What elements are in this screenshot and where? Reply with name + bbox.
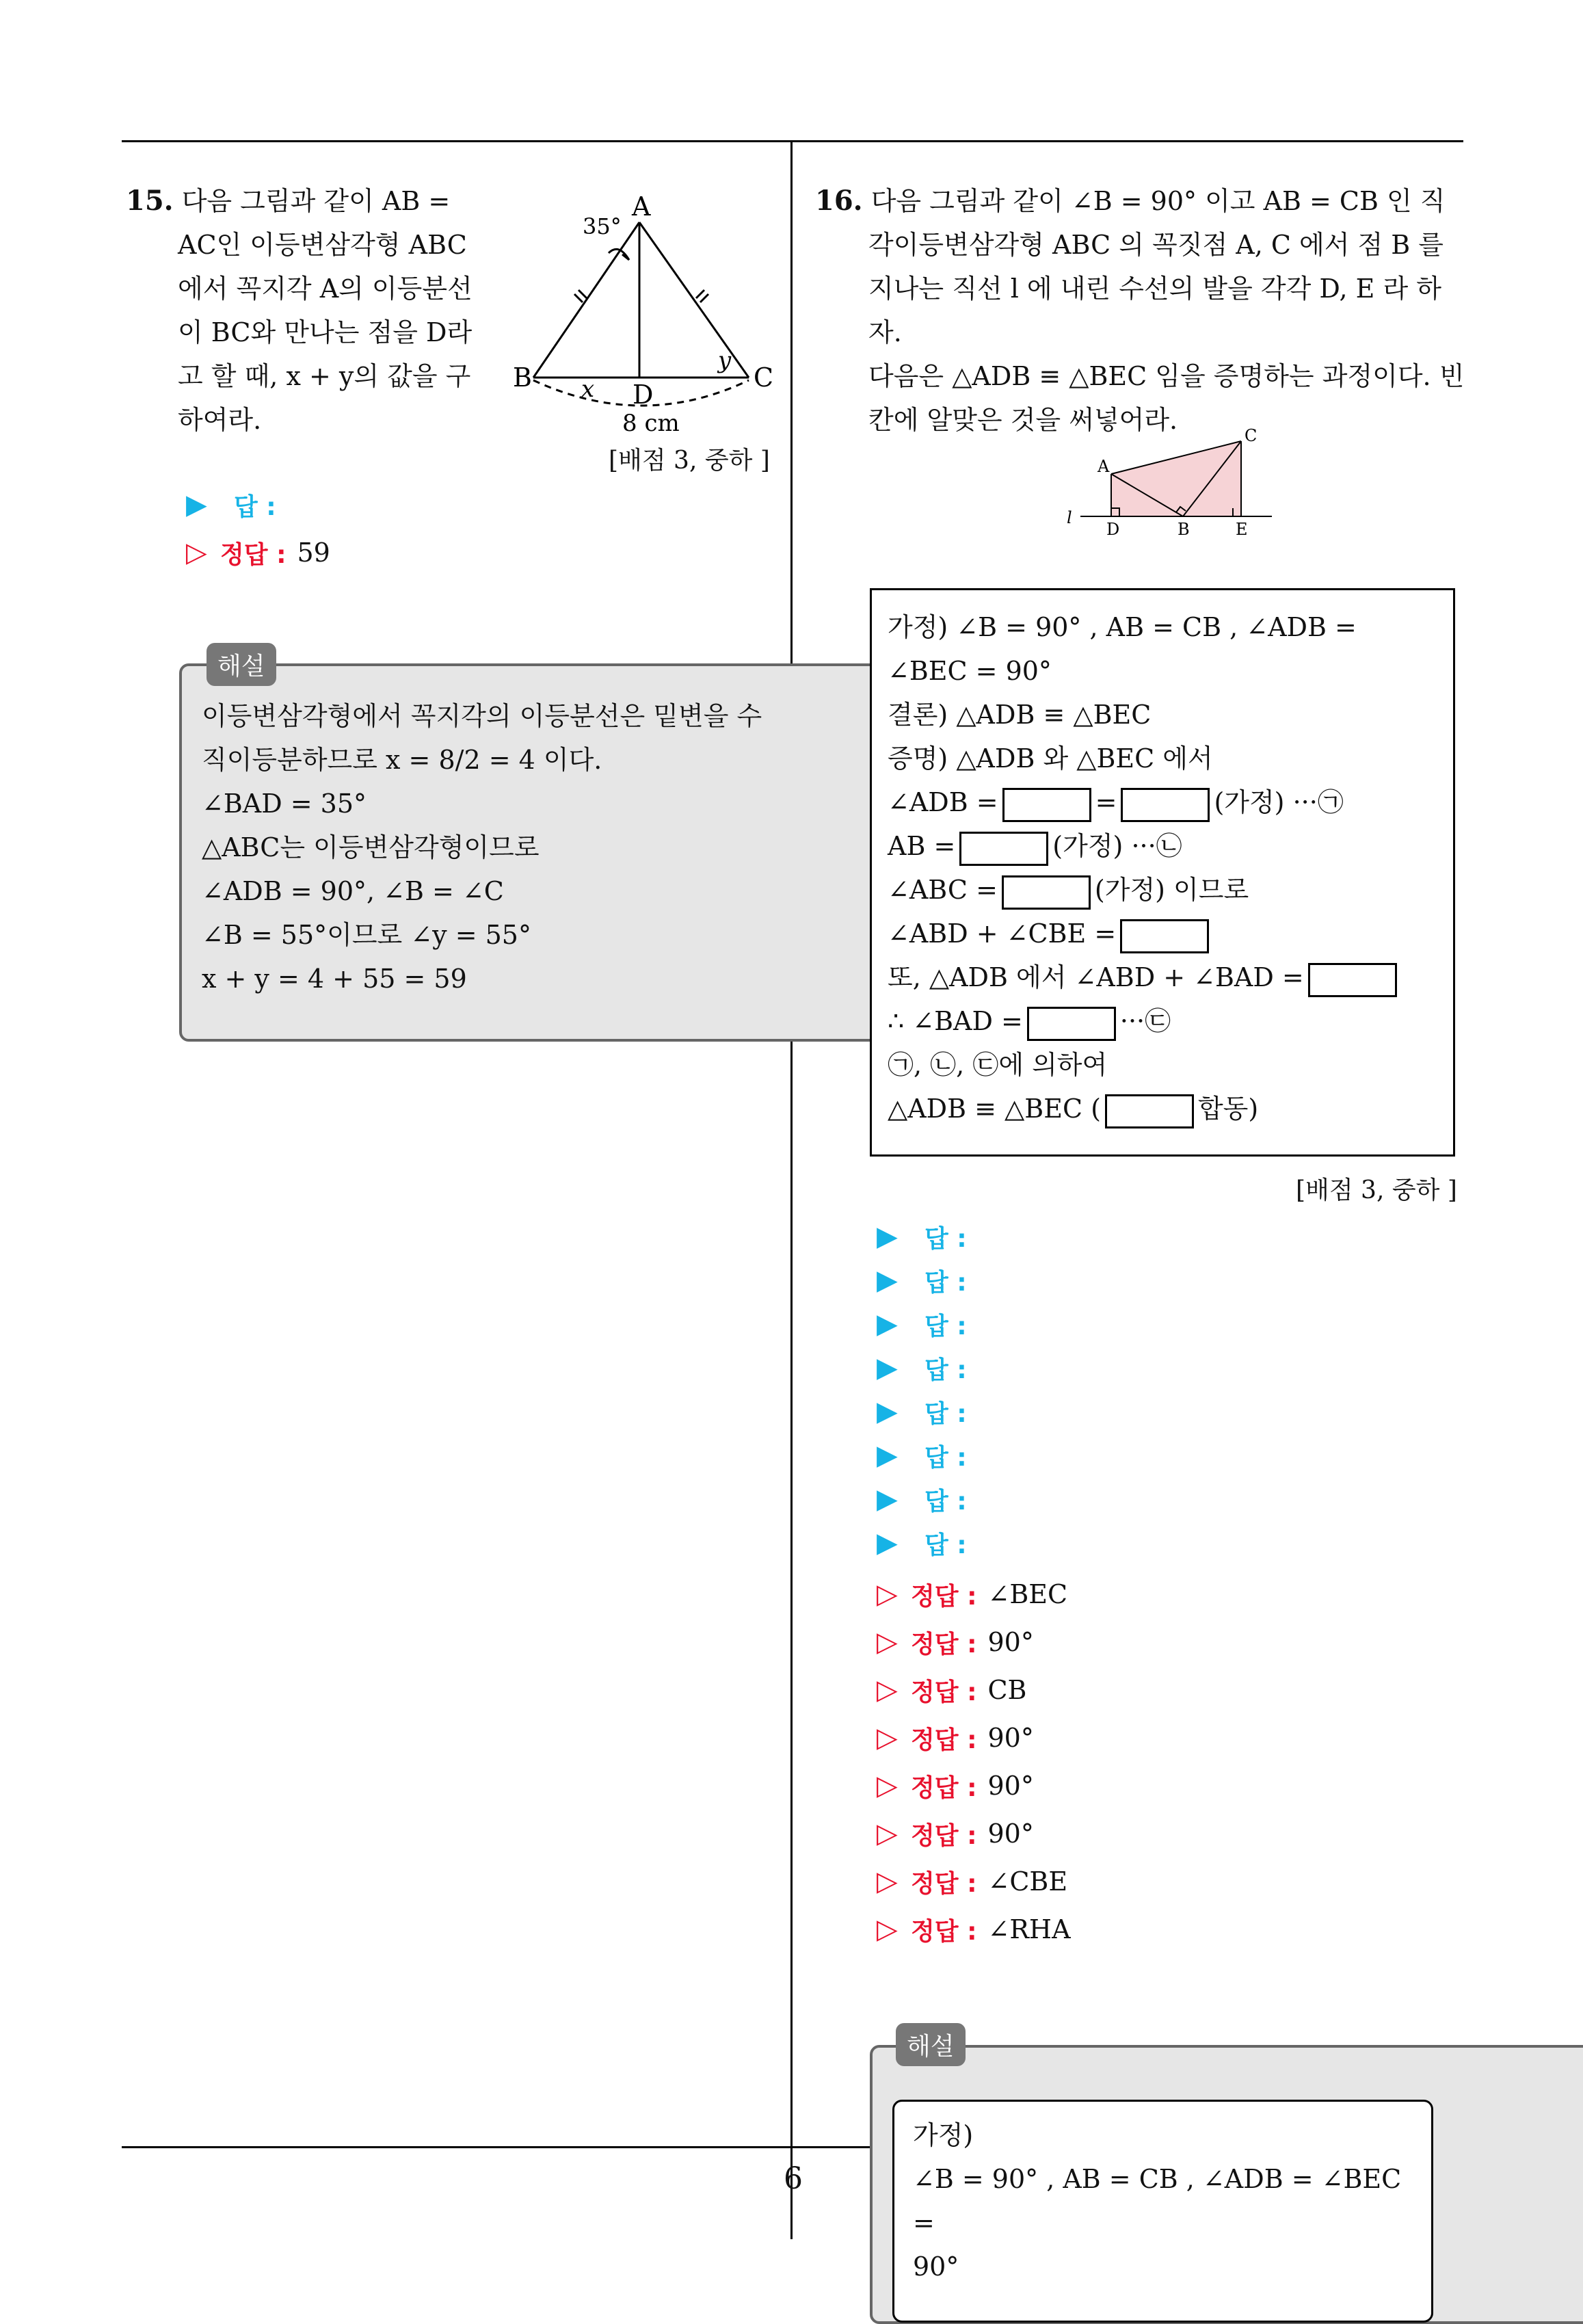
blank-1[interactable] — [1002, 788, 1091, 822]
proof-l10c: ···㉢ — [1119, 1006, 1171, 1036]
q16-solution-value: ∠CBE — [987, 1866, 1068, 1897]
q15-explanation-text — [202, 694, 892, 1001]
q15-explanation-tag: 해설 — [207, 643, 276, 686]
q16-line-1: 각이등변삼각형 ABC 의 꼭짓점 A, C 에서 점 B 를 — [868, 230, 1444, 260]
q16-answer-row — [877, 1258, 967, 1302]
q16-solution-label: 정답 : — [911, 1821, 977, 1850]
q16-answer-label: 답 : — [924, 1356, 967, 1384]
q16-number: 16. — [815, 185, 863, 217]
q16-explain-l3: 90° — [913, 2252, 959, 2282]
fig16-C: C — [1245, 426, 1258, 445]
fig15-C: C — [754, 362, 774, 393]
blank-6[interactable] — [1308, 963, 1397, 997]
proof-l3: 결론) △ADB ≡ △BEC — [888, 700, 1152, 730]
blank-5[interactable] — [1120, 919, 1209, 953]
fig15-angle: 35° — [583, 213, 622, 239]
q15-explain-2: ∠BAD = 35° — [202, 789, 367, 819]
answer-triangle-icon: ▶ — [877, 1265, 898, 1296]
q15-answer-row — [186, 483, 276, 527]
q16-solution-label: 정답 : — [911, 1917, 977, 1946]
answer-triangle-icon: ▶ — [877, 1483, 898, 1515]
q16-answer-row — [877, 1215, 967, 1258]
proof-l10a: ∴ ∠BAD = — [888, 1006, 1023, 1036]
q15-explain-5: ∠B = 55°이므로 ∠y = 55° — [202, 920, 531, 950]
q16-solution-label: 정답 : — [911, 1869, 977, 1898]
q16-answer-row — [877, 1390, 967, 1434]
proof-l6 — [888, 824, 1435, 868]
q16-figure — [1060, 421, 1286, 544]
proof-l7 — [888, 868, 1435, 912]
q16-answer-label: 답 : — [924, 1443, 967, 1472]
solution-triangle-icon: ▷ — [877, 1866, 898, 1897]
proof-l5b: = — [1095, 787, 1117, 817]
fig16-D: D — [1106, 520, 1120, 539]
q15-line-5: 하여라. — [178, 405, 262, 435]
q16-solution-row — [877, 1762, 1071, 1810]
q16-answer-label: 답 : — [924, 1531, 967, 1559]
q16-solution-row — [877, 1858, 1071, 1905]
q15-triangle-figure — [506, 185, 780, 445]
blank-8[interactable] — [1105, 1094, 1194, 1128]
q16-answer-row — [877, 1302, 967, 1346]
solution-triangle-icon: ▷ — [186, 537, 207, 568]
answer-triangle-icon: ▶ — [877, 1221, 898, 1252]
blank-7[interactable] — [1027, 1007, 1116, 1041]
proof-l7a: ∠ABC = — [888, 875, 998, 905]
proof-l11: ㉠, ㉡, ㉢에 의하여 — [888, 1050, 1108, 1080]
q15-line-2: 에서 꼭지각 A의 이등분선 — [178, 274, 473, 304]
column-divider — [790, 140, 793, 2239]
q15-solution-value: 59 — [297, 538, 330, 568]
q16-solution-label: 정답 : — [911, 1582, 977, 1611]
fig15-length: 8 cm — [622, 410, 680, 437]
q16-line-4: 칸에 알맞은 것을 써넣어라. — [868, 405, 1178, 435]
q16-solution-row — [877, 1905, 1071, 1953]
q15-text — [126, 179, 488, 442]
solution-triangle-icon: ▷ — [877, 1674, 898, 1706]
proof-l2: ∠BEC = 90° — [888, 656, 1052, 686]
proof-l12c: 합동) — [1197, 1094, 1259, 1124]
q16-answer-label: 답 : — [924, 1224, 967, 1253]
q15-solution-row — [186, 531, 330, 575]
q16-solution-row — [877, 1810, 1071, 1858]
q15-explain-0: 이등변삼각형에서 꼭지각의 이등분선은 밑변을 수 — [202, 701, 762, 731]
q15-explain-4: ∠ADB = 90°, ∠B = ∠C — [202, 876, 504, 906]
q15-explain-3: △ABC는 이등변삼각형이므로 — [202, 832, 540, 862]
q16-explanation-text — [913, 2113, 1426, 2288]
fig16-E: E — [1236, 520, 1248, 539]
q16-answer-row — [877, 1477, 967, 1521]
top-rule — [122, 140, 1463, 142]
fig15-D: D — [633, 380, 654, 410]
proof-l10 — [888, 999, 1435, 1043]
proof-l12a: △ADB ≡ △BEC ( — [888, 1094, 1101, 1124]
q15-line-1: AC인 이등변삼각형 ABC — [178, 230, 467, 260]
proof-l12 — [888, 1087, 1435, 1131]
page-number: 6 — [784, 2161, 803, 2196]
q16-explain-l1: 가정) — [913, 2120, 974, 2150]
answer-triangle-icon: ▶ — [877, 1308, 898, 1340]
fig15-y: y — [718, 347, 732, 374]
solution-triangle-icon: ▷ — [877, 1914, 898, 1945]
proof-l1: 가정) ∠B = 90° , AB = CB , ∠ADB = — [888, 612, 1357, 642]
answer-triangle-icon: ▶ — [877, 1352, 898, 1384]
solution-triangle-icon: ▷ — [877, 1626, 898, 1658]
q16-answer-list — [877, 1215, 967, 1565]
proof-l5 — [888, 780, 1435, 824]
q16-solution-row — [877, 1666, 1071, 1714]
proof-l7c: (가정) 이므로 — [1094, 875, 1249, 905]
answer-triangle-icon: ▶ — [877, 1396, 898, 1427]
q15-number: 15. — [126, 185, 174, 217]
q16-solution-label: 정답 : — [911, 1773, 977, 1802]
q16-answer-label: 답 : — [924, 1399, 967, 1428]
q16-answer-label: 답 : — [924, 1268, 967, 1297]
q16-solution-value: 90° — [987, 1723, 1034, 1753]
q16-answer-row — [877, 1521, 967, 1565]
q16-solution-label: 정답 : — [911, 1678, 977, 1706]
proof-l6c: (가정) ···㉡ — [1052, 831, 1182, 861]
q16-answer-row — [877, 1346, 967, 1390]
solution-triangle-icon: ▷ — [877, 1818, 898, 1849]
q15-explain-6: x + y = 4 + 55 = 59 — [202, 964, 467, 994]
q16-solution-row — [877, 1618, 1071, 1666]
blank-2[interactable] — [1121, 788, 1210, 822]
q16-solution-value: 90° — [987, 1819, 1034, 1849]
q16-solution-label: 정답 : — [911, 1726, 977, 1754]
fig15-x: x — [581, 375, 595, 403]
q16-solution-list — [877, 1570, 1071, 1953]
fig15-B: B — [513, 362, 532, 393]
solution-triangle-icon: ▷ — [877, 1722, 898, 1754]
q16-solution-value: 90° — [987, 1627, 1034, 1657]
q15-line-4: 고 할 때, x + y의 값을 구 — [178, 361, 471, 391]
q16-line-0: 다음 그림과 같이 ∠B = 90° 이고 AB = CB 인 직 — [870, 186, 1446, 216]
proof-l4: 증명) △ADB 와 △BEC 에서 — [888, 743, 1213, 774]
q16-answer-label: 답 : — [924, 1312, 967, 1341]
q16-explanation-tag: 해설 — [896, 2023, 966, 2066]
q16-solution-value: 90° — [987, 1771, 1034, 1801]
q16-answer-label: 답 : — [924, 1487, 967, 1516]
fig16-A: A — [1098, 457, 1110, 476]
proof-l5c: (가정) ···㉠ — [1214, 787, 1344, 817]
answer-triangle-icon: ▶ — [877, 1440, 898, 1471]
fig15-A: A — [632, 192, 651, 222]
q16-solution-value: CB — [987, 1675, 1027, 1705]
q16-solution-row — [877, 1570, 1071, 1618]
q16-explain-l2: ∠B = 90° , AB = CB , ∠ADB = ∠BEC = — [913, 2164, 1402, 2238]
q16-proof-text — [888, 605, 1435, 1131]
q15-line-3: 이 BC와 만나는 점을 D라 — [178, 317, 473, 347]
proof-l8 — [888, 912, 1435, 955]
answer-triangle-icon: ▶ — [186, 489, 207, 520]
q16-line-3: 다음은 △ADB ≡ △BEC 임을 증명하는 과정이다. 빈 — [868, 361, 1465, 391]
blank-4[interactable] — [1002, 875, 1091, 910]
answer-triangle-icon: ▶ — [877, 1527, 898, 1559]
q15-solution-label: 정답 : — [220, 540, 287, 569]
q16-solution-value: ∠BEC — [987, 1579, 1068, 1609]
proof-l8a: ∠ABD + ∠CBE = — [888, 919, 1117, 949]
q16-answer-row — [877, 1434, 967, 1477]
fig16-l: l — [1067, 508, 1072, 527]
proof-l5a: ∠ADB = — [888, 787, 998, 817]
q16-text — [815, 179, 1472, 442]
solution-triangle-icon: ▷ — [877, 1579, 898, 1610]
proof-l9a: 또, △ADB 에서 ∠ABD + ∠BAD = — [888, 962, 1304, 992]
solution-triangle-icon: ▷ — [877, 1770, 898, 1801]
q15-explain-1: 직이등분하므로 x = 8/2 = 4 이다. — [202, 745, 602, 775]
q15-line-0: 다음 그림과 같이 AB = — [181, 186, 451, 216]
q16-solution-row — [877, 1714, 1071, 1762]
q16-line-2: 지나는 직선 l 에 내린 수선의 발을 각각 D, E 라 하자. — [868, 274, 1441, 347]
q16-points: [배점 3, 중하 ] — [1296, 1176, 1457, 1204]
blank-3[interactable] — [959, 832, 1048, 866]
q16-solution-label: 정답 : — [911, 1630, 977, 1659]
proof-l9 — [888, 955, 1435, 999]
q16-solution-value: ∠RHA — [987, 1914, 1071, 1944]
fig16-B: B — [1178, 520, 1190, 539]
q15-points: [배점 3, 중하 ] — [609, 447, 770, 475]
proof-l6a: AB = — [888, 831, 956, 861]
q15-answer-label: 답 : — [234, 492, 276, 521]
